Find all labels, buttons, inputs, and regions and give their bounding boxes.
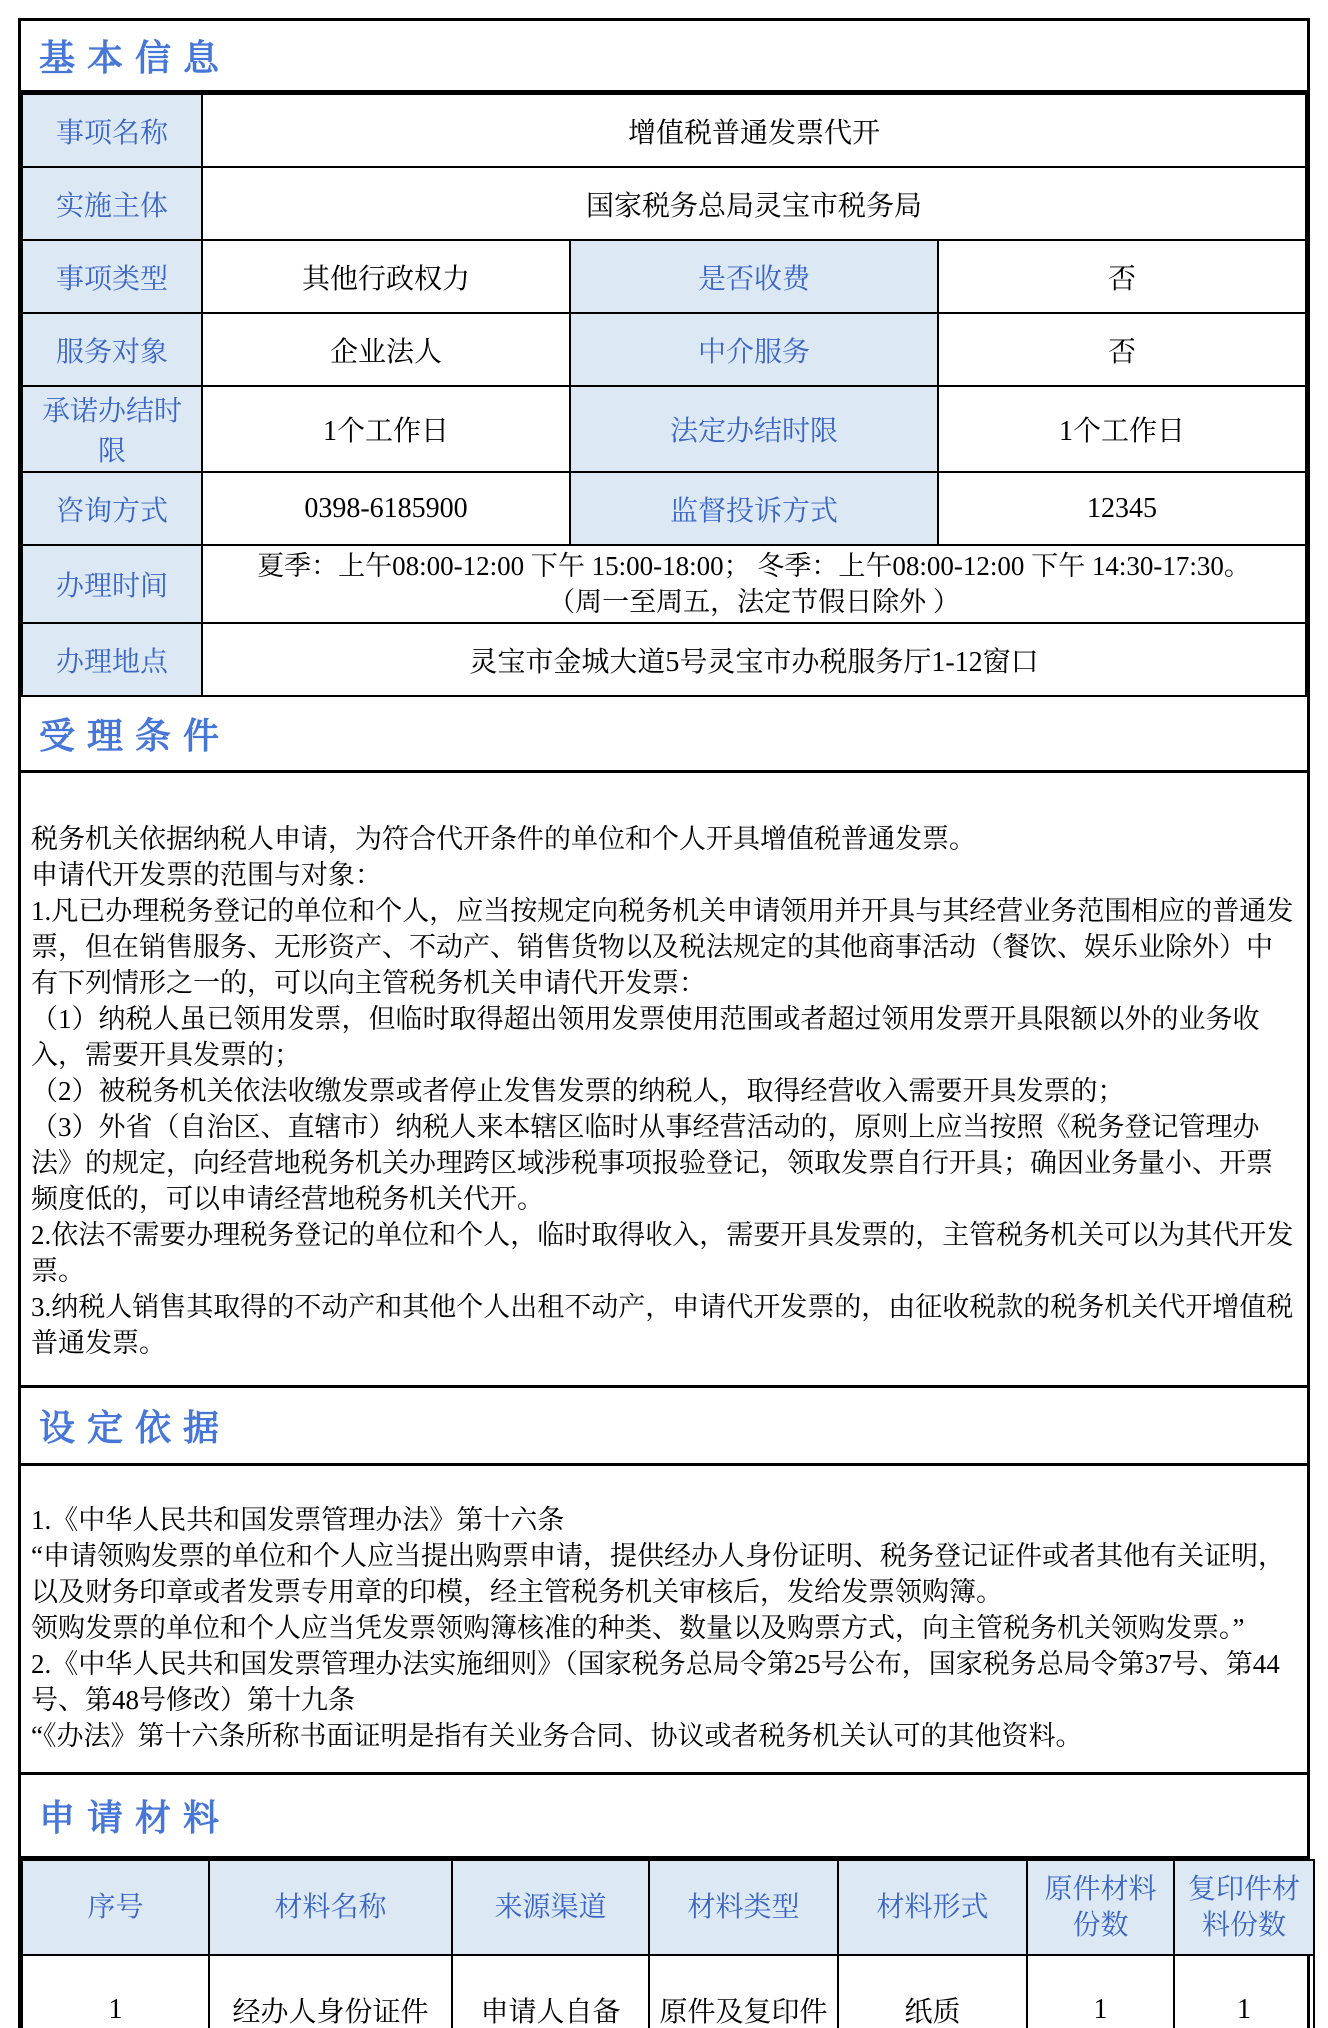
section-title-reception-conditions: 受理条件: [21, 697, 1307, 773]
basic-info-table: [21, 93, 1307, 697]
cell-material-name: 经办人身份证件: [209, 1955, 452, 2028]
paragraph: 2.《中华人民共和国发票管理办法实施细则》（国家税务总局令第25号公布，国家税务总局令第37号、第44号、第48号修改）第十九条: [31, 1649, 1280, 1715]
paragraph: 3.纳税人销售其取得的不动产和其他个人出租不动产，申请代开发票的，由征收税款的税务机关代开增值税普通发票。: [31, 1292, 1294, 1358]
field-value-office-hours: [202, 545, 1306, 623]
paragraph: “申请领购发票的单位和个人应当提出购票申请，提供经办人身份证明、税务登记证件或者其他有关证明，以及财务印章或者发票专用章的印模，经主管税务机关审核后，发给发票领购簿。: [31, 1541, 1285, 1607]
cell-index: 1: [22, 1955, 209, 2028]
paragraph: （3）外省（自治区、直辖市）纳税人来本辖区临时从事经营活动的，原则上应当按照《税务登记管理办法》的规定，向经营地税务机关办理跨区域涉税事项报验登记，领取发票自行开具；确因业务量小、开票频度低的，可以申请经营地税务机关代开。: [31, 1112, 1273, 1214]
paragraph: （1）纳税人虽已领用发票，但临时取得超出领用发票使用范围或者超过领用发票开具限额以外的业务收入，需要开具发票的；: [31, 1004, 1260, 1070]
column-header-photocopy-copies: 复印件材料份数: [1174, 1860, 1314, 1955]
paragraph: 1.凡已办理税务登记的单位和个人，应当按规定向税务机关申请领用并开具与其经营业务范围相应的普通发票，但在销售服务、无形资产、不动产、销售货物以及税法规定的其他商事活动（餐饮、娱乐业除外）中有下列情形之一的，可以向主管税务机关申请代开发票：: [31, 896, 1294, 998]
column-header-material-name: 材料名称: [209, 1860, 452, 1955]
table-row: [22, 240, 1306, 313]
column-header-index: 序号: [22, 1860, 209, 1955]
table-row: [22, 545, 1306, 623]
field-value-location: 灵宝市金城大道5号灵宝市办税服务厅1-12窗口: [202, 623, 1306, 696]
service-document: [18, 18, 1310, 2028]
section-title-basic-info: 基本信息: [21, 21, 1307, 93]
table-row: [22, 313, 1306, 386]
field-label-office-hours: 办理时间: [22, 545, 202, 623]
table-row: [22, 623, 1306, 696]
office-hours-line2: （周一至周五，法定节假日除外 ）: [548, 587, 960, 617]
field-value-statutory-time: 1个工作日: [938, 386, 1306, 472]
field-value-consultation: 0398-6185900: [202, 472, 570, 545]
field-label-service-target: 服务对象: [22, 313, 202, 386]
paragraph: 2.依法不需要办理税务登记的单位和个人，临时取得收入，需要开具发票的，主管税务机关可以为其代开发票。: [31, 1220, 1294, 1286]
column-header-material-form: 材料形式: [838, 1860, 1027, 1955]
table-row: [22, 167, 1306, 240]
legal-basis-text: [21, 1466, 1307, 1775]
cell-source: 申请人自备: [452, 1955, 649, 2028]
cell-photocopy-copies: 1: [1174, 1955, 1314, 2028]
table-header-row: [22, 1860, 1314, 1955]
field-label-complaint: 监督投诉方式: [570, 472, 938, 545]
cell-material-type: 原件及复印件: [649, 1955, 838, 2028]
paragraph: 税务机关依据纳税人申请，为符合代开条件的单位和个人开具增值税普通发票。: [31, 824, 976, 854]
column-header-source: 来源渠道: [452, 1860, 649, 1955]
field-value-complaint: 12345: [938, 472, 1306, 545]
table-row: [22, 472, 1306, 545]
paragraph: 领购发票的单位和个人应当凭发票领购簿核准的种类、数量以及购票方式，向主管税务机关领购发票。”: [31, 1613, 1245, 1643]
field-label-item-name: 事项名称: [22, 94, 202, 167]
paragraph: 申请代开发票的范围与对象：: [31, 860, 382, 890]
field-label-item-type: 事项类型: [22, 240, 202, 313]
office-hours-line1: 夏季：上午08:00-12:00 下午 15:00-18:00； 冬季：上午08:00-12:00 下午 14:30-17:30。: [257, 551, 1251, 581]
field-value-promised-time: 1个工作日: [202, 386, 570, 472]
column-header-original-copies: 原件材料份数: [1027, 1860, 1174, 1955]
field-value-item-type: 其他行政权力: [202, 240, 570, 313]
paragraph: 1.《中华人民共和国发票管理办法》第十六条: [31, 1505, 565, 1535]
table-row: [22, 94, 1306, 167]
section-title-application-materials: 申请材料: [21, 1775, 1307, 1859]
table-row: [22, 1955, 1314, 2028]
field-value-service-target: 企业法人: [202, 313, 570, 386]
field-value-item-name: 增值税普通发票代开: [202, 94, 1306, 167]
section-title-legal-basis: 设定依据: [21, 1388, 1307, 1466]
field-label-statutory-time: 法定办结时限: [570, 386, 938, 472]
paragraph: （2）被税务机关依法收缴发票或者停止发售发票的纳税人，取得经营收入需要开具发票的；: [31, 1076, 1125, 1106]
cell-original-copies: 1: [1027, 1955, 1174, 2028]
field-label-location: 办理地点: [22, 623, 202, 696]
materials-table: [21, 1859, 1315, 2028]
field-value-implementing-body: 国家税务总局灵宝市税务局: [202, 167, 1306, 240]
table-row: [22, 386, 1306, 472]
field-label-consultation: 咨询方式: [22, 472, 202, 545]
column-header-material-type: 材料类型: [649, 1860, 838, 1955]
field-label-charged: 是否收费: [570, 240, 938, 313]
field-value-charged: 否: [938, 240, 1306, 313]
field-value-intermediary: 否: [938, 313, 1306, 386]
field-label-promised-time: 承诺办结时限: [22, 386, 202, 472]
paragraph: “《办法》第十六条所称书面证明是指有关业务合同、协议或者税务机关认可的其他资料。: [31, 1721, 1083, 1751]
reception-conditions-text: [21, 773, 1307, 1388]
cell-material-form: 纸质: [838, 1955, 1027, 2028]
field-label-implementing-body: 实施主体: [22, 167, 202, 240]
field-label-intermediary: 中介服务: [570, 313, 938, 386]
